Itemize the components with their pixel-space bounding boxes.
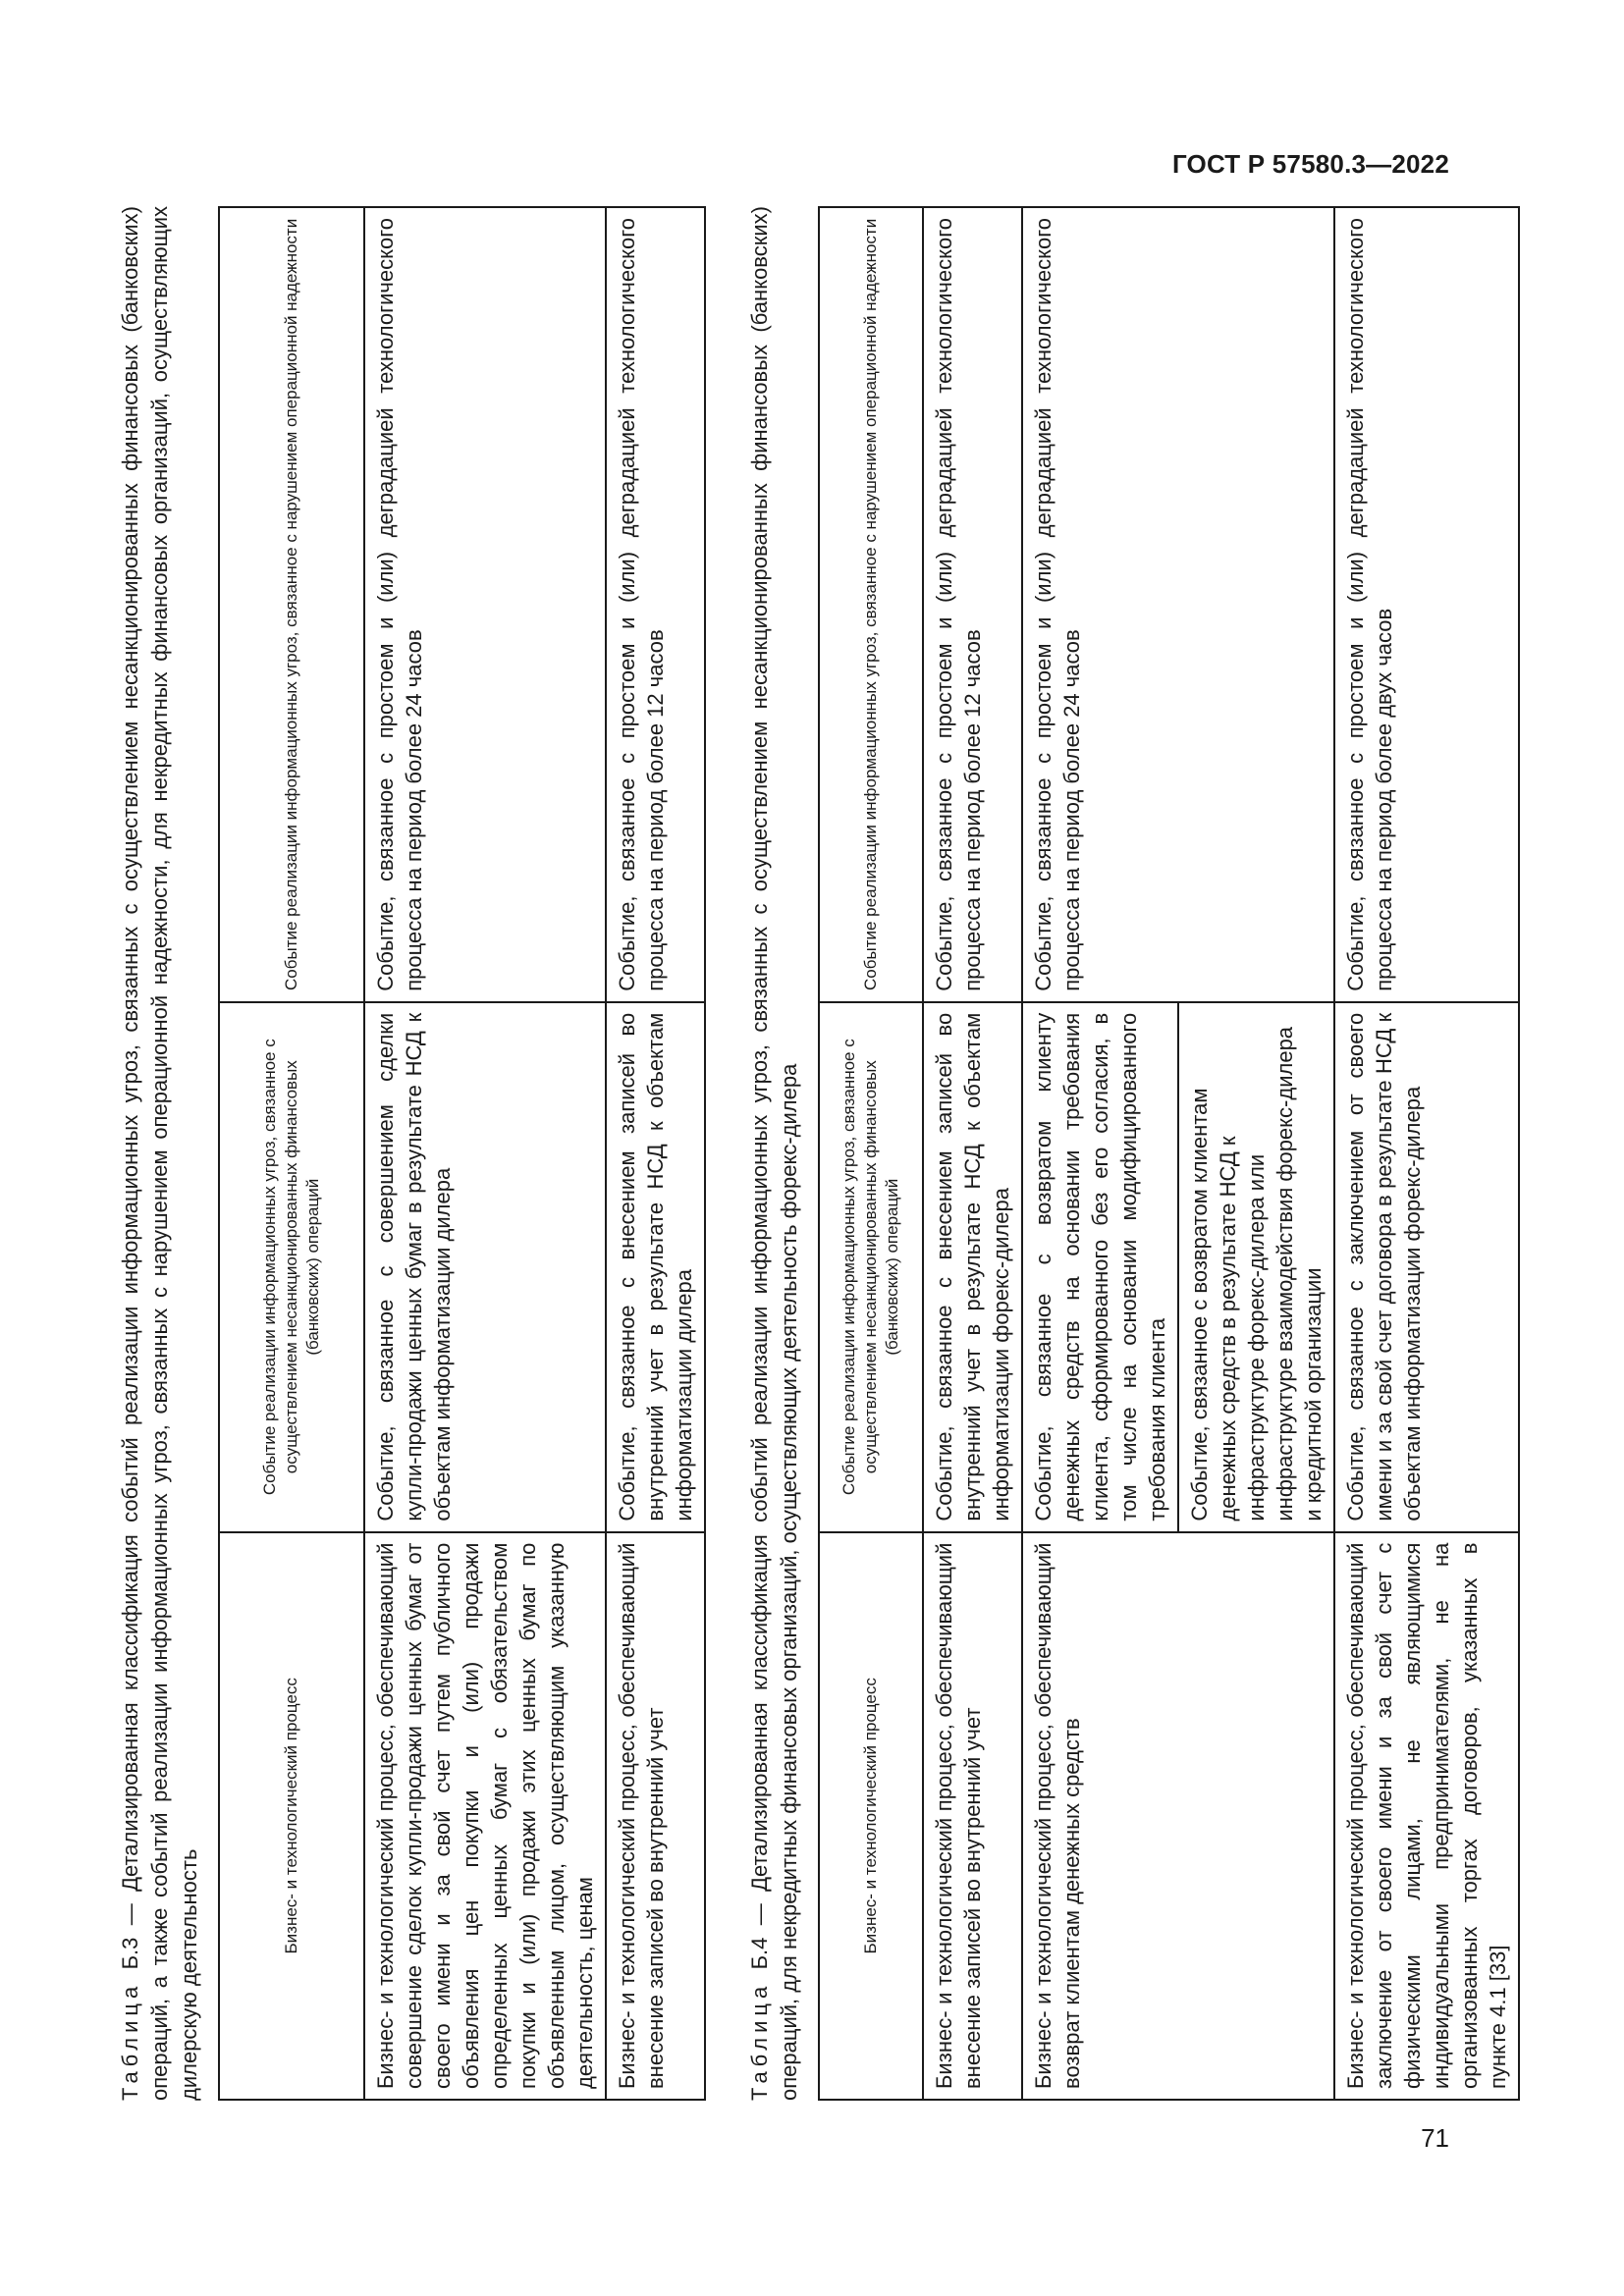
caption-prefix: Таблица <box>747 1981 772 2101</box>
cell-event-nsd: Событие, связанное с внесением записей во внутренний учет в результате НСД к объектам информатизации форекс-дилера <box>923 1002 1022 1532</box>
caption-prefix: Таблица <box>118 1981 142 2101</box>
cell-event-nsd-2: Событие, связанное с возвратом клиентам денежных средств в результате НСД к инфраструктуре форекс-дилера или инфраструктуре взаимодействия форекс-дилера и кредитной организации <box>1178 1002 1334 1532</box>
cell-event-reliability: Событие, связанное с простоем и (или) деградацией технологического процесса на период более 24 часов <box>1022 207 1334 1002</box>
table-b4-caption <box>745 206 804 2101</box>
cell-event-nsd: Событие, связанное с внесением записей во внутренний учет в результате НСД к объектам информатизации дилера <box>606 1002 705 1532</box>
header-process: Бизнес- и технологический процесс <box>819 1532 923 2100</box>
table-header-row <box>219 207 364 2100</box>
header-event-nsd: Событие реализации информационных угроз, связанное с осуществлением несанкционированных финансовых (банковских) операций <box>219 1002 364 1532</box>
document-code: ГОСТ Р 57580.3—2022 <box>1171 149 1449 179</box>
rotated-page-content <box>116 206 1510 2101</box>
table-row <box>606 207 705 2100</box>
cell-event-nsd: Событие, связанное с возвратом клиенту денежных средств на основании требования клиента, сформированного без его согласия, в том числе на основании модифицированного требования клиента <box>1022 1002 1178 1532</box>
table-row <box>364 207 606 2100</box>
caption-text: Б.3 — Детализированная классификация событий реализации информационных угроз, связанных с осуществлением несанкционированных финансовых (банковских) операций, а также событий реализации информационных угроз, связанных с нарушением операционной надежности, для некредитных финансовых организаций, осуществляющих дилерскую деятельность <box>118 206 201 2101</box>
header-event-reliability: Событие реализации информационных угроз, связанное с нарушением операционной надежности <box>819 207 923 1002</box>
cell-event-reliability: Событие, связанное с простоем и (или) деградацией технологического процесса на период более двух часов <box>1334 207 1519 1002</box>
cell-event-nsd: Событие, связанное с совершением сделки купли-продажи ценных бумаг в результате НСД к объектам информатизации дилера <box>364 1002 606 1532</box>
cell-process: Бизнес- и технологический процесс, обеспечивающий совершение сделок купли-продажи ценных бумаг от своего имени и за свой счет путем публичного объявления цен покупки и (или) продажи определенных ценных бумаг с обязательством покупки и (или) продажи этих ценных бумаг по объявленным лицом, осуществляющим указанную деятельность, ценам <box>364 1532 606 2100</box>
header-event-reliability: Событие реализации информационных угроз, связанное с нарушением операционной надежности <box>219 207 364 1002</box>
table-header-row <box>819 207 923 2100</box>
cell-process: Бизнес- и технологический процесс, обеспечивающий заключение от своего имени и за свой счет с физическими лицами, не являющимися индивидуальными предпринимателями, не на организованных торгах договоров, указанных в пункте 4.1 [33] <box>1334 1532 1519 2100</box>
table-b3 <box>218 206 706 2101</box>
page-number: 71 <box>1421 2123 1449 2153</box>
table-row <box>923 207 1022 2100</box>
header-process: Бизнес- и технологический процесс <box>219 1532 364 2100</box>
table-row <box>1022 207 1178 2100</box>
header-event-nsd: Событие реализации информационных угроз, связанное с осуществлением несанкционированных финансовых (банковских) операций <box>819 1002 923 1532</box>
cell-process: Бизнес- и технологический процесс, обеспечивающий внесение записей во внутренний учет <box>923 1532 1022 2100</box>
table-b4 <box>818 206 1520 2101</box>
cell-event-reliability: Событие, связанное с простоем и (или) деградацией технологического процесса на период более 12 часов <box>606 207 705 1002</box>
caption-text: Б.4 — Детализированная классификация событий реализации информационных угроз, связанных с осуществлением несанкционированных финансовых (банковских) операций, для некредитных финансовых организаций, осуществляющих деятельность форекс-дилера <box>747 206 801 2101</box>
cell-event-reliability: Событие, связанное с простоем и (или) деградацией технологического процесса на период более 12 часов <box>923 207 1022 1002</box>
table-b3-caption <box>116 206 204 2101</box>
cell-event-reliability: Событие, связанное с простоем и (или) деградацией технологического процесса на период более 24 часов <box>364 207 606 1002</box>
cell-process: Бизнес- и технологический процесс, обеспечивающий внесение записей во внутренний учет <box>606 1532 705 2100</box>
cell-event-nsd: Событие, связанное с заключением от своего имени и за свой счет договора в результате НСД к объектам информатизации форекс-дилера <box>1334 1002 1519 1532</box>
table-row <box>1334 207 1519 2100</box>
cell-process: Бизнес- и технологический процесс, обеспечивающий возврат клиентам денежных средств <box>1022 1532 1334 2100</box>
